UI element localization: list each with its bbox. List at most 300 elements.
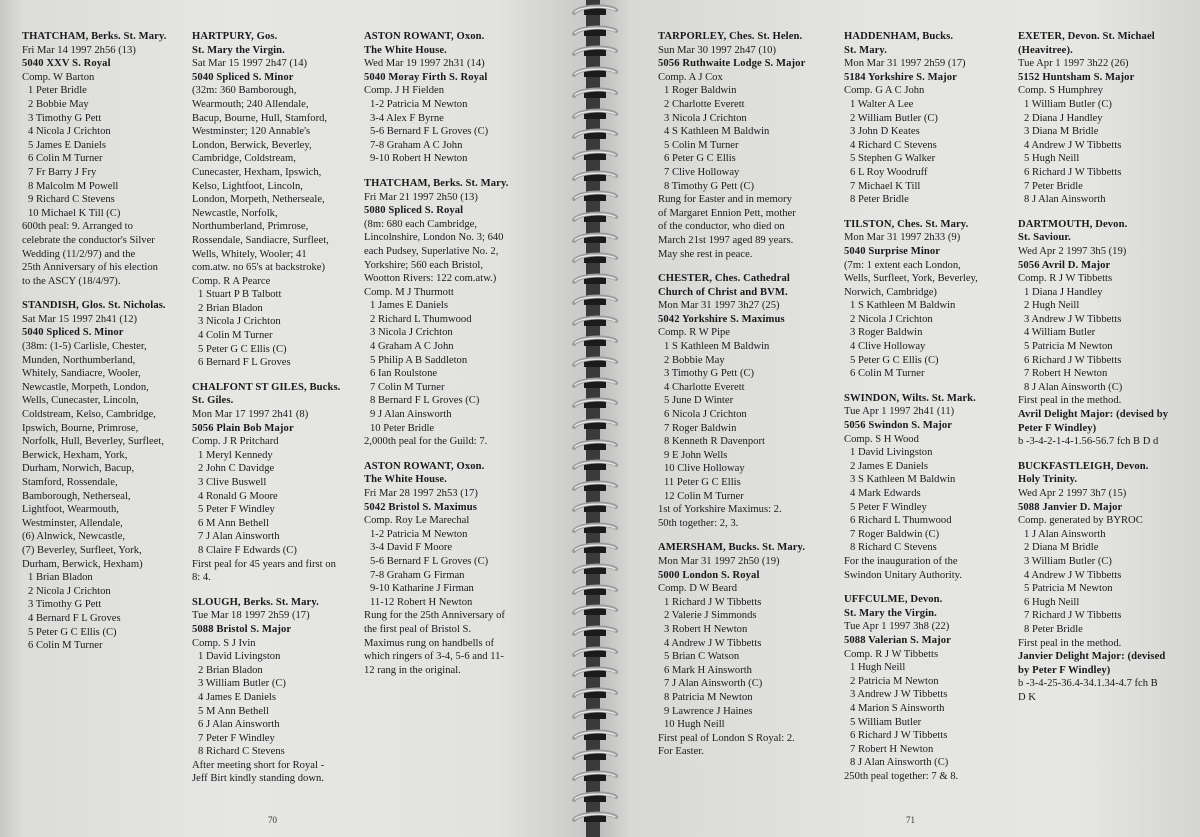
peal-entry	[22, 30, 192, 288]
ringer: 6 Nicola J Crichton	[664, 409, 747, 421]
peal-method: 5184 Yorkshire S. Major	[844, 71, 957, 83]
peal-entry	[658, 30, 838, 261]
peal-method: 5056 Avril D. Major	[1018, 259, 1111, 271]
ringer: 6 Ian Roulstone	[370, 368, 438, 380]
peal-date: Wed Mar 19 1997 2h31 (14)	[364, 58, 485, 70]
ringer: 1 Richard J W Tibbetts	[664, 596, 762, 608]
peal-location: The White House.	[364, 44, 447, 56]
ringer: 11 Peter G C Ellis	[664, 477, 741, 488]
method-details: Newcastle, Morpeth, London,	[22, 381, 149, 393]
peal-composer: Comp. M J Thurmott	[364, 286, 454, 298]
peal-entry	[658, 541, 838, 759]
method-details: Bamborough, Netherseal,	[22, 490, 131, 502]
ringer: 4 Richard C Stevens	[850, 139, 937, 151]
peal-entry	[658, 272, 838, 530]
ringer: 3 Clive Buswell	[198, 477, 267, 488]
peal-location: CHALFONT ST GILES, Bucks.	[192, 381, 341, 393]
ringer: 3 Nicola J Crichton	[198, 316, 281, 328]
page-number-left: 70	[268, 815, 277, 825]
ringer: 5 James E Daniels	[28, 139, 106, 151]
ringer: 4 Marion S Ainsworth	[850, 702, 945, 714]
method-details: Lincolnshire, London No. 3; 640	[364, 232, 504, 244]
peal-date: Sun Mar 30 1997 2h47 (10)	[658, 44, 776, 56]
peal-method: 5040 XXV S. Royal	[22, 58, 111, 70]
binding-ring	[570, 687, 620, 701]
method-details: Munden, Northumberland,	[22, 354, 136, 366]
ringer: 6 Richard J W Tibbetts	[1024, 166, 1122, 178]
peal-date: Mon Mar 17 1997 2h41 (8)	[192, 409, 309, 421]
ringer: 8 J Alan Ainsworth (C)	[850, 757, 949, 769]
peal-entry	[192, 381, 364, 585]
ringer: 7 Robert H Newton	[850, 743, 934, 755]
peal-location: AMERSHAM, Bucks. St. Mary.	[658, 542, 806, 554]
peal-entry	[22, 299, 192, 652]
ringer: 8 Patricia M Newton	[664, 691, 753, 703]
ringer: 5 Peter G C Ellis (C)	[28, 626, 117, 638]
binding-ring	[570, 335, 620, 349]
peal-composer: Comp. D W Beard	[658, 583, 738, 595]
peal-footnote: Jeff Birt kindly standing down.	[192, 773, 324, 785]
ringer: 3 William Butler (C)	[198, 678, 286, 690]
ringer: 2 James E Daniels	[850, 460, 928, 472]
ringer: 5 Peter F Windley	[198, 504, 275, 516]
peal-date: Mon Mar 31 1997 2h50 (19)	[658, 555, 780, 567]
method-details: (32m: 360 Bamborough,	[192, 85, 297, 97]
ringer: 10 Peter Bridle	[370, 422, 435, 434]
ringer: 8 Richard C Stevens	[850, 542, 937, 554]
method-details: each Pudsey, Superlative No. 2,	[364, 245, 499, 257]
peal-footnote: b -3-4-25-36.4-34.1.34-4.7 fch B	[1018, 678, 1158, 690]
ringer: 7 Roger Baldwin	[664, 422, 737, 434]
binding-ring	[570, 315, 620, 329]
peal-location: THATCHAM, Berks. St. Mary.	[364, 177, 509, 189]
peal-date: Sat Mar 15 1997 2h47 (14)	[192, 58, 308, 70]
peal-date: Sat Mar 15 1997 2h41 (12)	[22, 313, 138, 325]
ringer: 2 Nicola J Crichton	[850, 313, 933, 325]
peal-footnote: 1st of Yorkshire Maximus: 2.	[658, 504, 782, 516]
peal-location: ASTON ROWANT, Oxon.	[364, 460, 485, 472]
binding-ring	[570, 542, 620, 556]
method-details: Newcastle, Norfolk,	[192, 207, 278, 219]
peal-footnote: After meeting short for Royal -	[192, 759, 325, 771]
ringer: 4 Mark Edwards	[850, 488, 921, 499]
binding-ring	[570, 770, 620, 784]
ringer: 4 James E Daniels	[198, 691, 276, 703]
ringer: 6 Peter G C Ellis	[664, 153, 736, 165]
ringer: 1 Stuart P B Talbott	[198, 289, 282, 301]
ringer: 6 Richard J W Tibbetts	[850, 730, 948, 742]
binding-ring	[570, 87, 620, 101]
ringer: 1 David Livingston	[198, 651, 281, 663]
ringer: 9 Lawrence J Haines	[664, 705, 753, 717]
binding-ring	[570, 811, 620, 825]
ringer: 1 Hugh Neill	[850, 662, 906, 674]
peal-footnote-method: by Peter F Windley)	[1018, 664, 1111, 676]
peal-location: EXETER, Devon. St. Michael	[1018, 31, 1155, 42]
spiral-binding	[566, 0, 624, 837]
ringer: 11-12 Robert H Newton	[370, 596, 473, 608]
ringer: 1 Meryl Kennedy	[198, 449, 273, 461]
method-details: Durham, Berwick, Hexham)	[22, 558, 143, 570]
peal-composer: Comp. S Humphrey	[1018, 85, 1104, 97]
ringer: 1 J Alan Ainsworth	[1024, 528, 1106, 540]
peal-footnote: 12 rang in the original.	[364, 664, 461, 676]
peal-entry	[1018, 30, 1198, 207]
left-column-3	[364, 30, 549, 688]
ringer: 5 Stephen G Walker	[850, 153, 936, 165]
ringer: 8 Bernard F L Groves (C)	[370, 395, 480, 407]
binding-ring	[570, 791, 620, 805]
ringer: 1 Walter A Lee	[850, 98, 914, 110]
peal-footnote: 250th peal together: 7 & 8.	[844, 770, 959, 782]
ringer: 9 Richard C Stevens	[28, 194, 115, 206]
ringer: 8 Malcolm M Powell	[28, 180, 119, 192]
method-details: Coldstream, Kelso, Cambridge,	[22, 409, 156, 421]
peal-entry	[364, 177, 549, 449]
binding-ring	[570, 45, 620, 59]
ringer: 7 Colin M Turner	[370, 381, 445, 393]
peal-entry	[844, 593, 1016, 783]
peal-footnote: First peal in the method.	[1018, 637, 1122, 649]
method-details: Kelso, Lightfoot, Lincoln,	[192, 180, 303, 192]
peal-footnote: First peal of London S Royal: 2.	[658, 732, 795, 744]
ringer: 2 Diana M Bridle	[1024, 542, 1099, 554]
method-details: Stamford, Rossendale,	[22, 477, 118, 488]
peal-date: Fri Mar 28 1997 2h53 (17)	[364, 488, 478, 499]
peal-footnote: Swindon Unitary Authority.	[844, 569, 962, 581]
ringer: 5 Peter G C Ellis (C)	[850, 354, 939, 366]
ringer: 8 Timothy G Pett (C)	[664, 180, 755, 192]
peal-location: SLOUGH, Berks. St. Mary.	[192, 596, 319, 608]
peal-location: St. Giles.	[192, 395, 234, 407]
binding-ring	[570, 708, 620, 722]
peal-footnote-method: Janvier Delight Major: (devised	[1018, 651, 1166, 663]
binding-ring	[570, 459, 620, 473]
peal-footnote: 8: 4.	[192, 572, 211, 584]
ringer: 4 Nicola J Crichton	[28, 126, 111, 138]
page-number-right: 71	[906, 815, 915, 825]
binding-ring	[570, 418, 620, 432]
binding-ring	[570, 252, 620, 266]
method-details: Wearmouth; 240 Allendale,	[192, 98, 309, 110]
binding-ring	[570, 128, 620, 142]
peal-location: (Heavitree).	[1018, 44, 1073, 56]
peal-composer: Comp. G A C John	[844, 85, 925, 97]
ringer: 7 Roger Baldwin (C)	[850, 528, 940, 540]
ringer: 3 Roger Baldwin	[850, 327, 923, 339]
method-details: Rossendale, Sandiacre, Surfleet,	[192, 234, 329, 246]
peal-footnote: of Margaret Ennion Pett, mother	[658, 207, 796, 219]
right-column-3	[1018, 30, 1198, 716]
ringer: 5 Hugh Neill	[1024, 153, 1080, 165]
ringer: 8 Richard C Stevens	[198, 746, 285, 758]
binding-ring	[570, 584, 620, 598]
ringer: 7 Robert H Newton	[1024, 368, 1108, 380]
ringer: 6 M Ann Bethell	[198, 517, 269, 529]
ringer: 1 S Kathleen M Baldwin	[850, 300, 956, 312]
peal-date: Mon Mar 31 1997 3h27 (25)	[658, 300, 780, 312]
peal-footnote: 600th peal: 9. Arranged to	[22, 221, 133, 233]
peal-footnote: b -3-4-2-1-4-1.56-56.7 fch B D d	[1018, 436, 1159, 448]
peal-composer: Comp. generated by BYROC	[1018, 515, 1143, 527]
method-details: Westminster, Allendale,	[22, 517, 123, 529]
right-page	[600, 0, 1200, 837]
ringer: 3 Andrew J W Tibbetts	[1024, 313, 1122, 325]
method-details: (7) Beverley, Surfleet, York,	[22, 544, 142, 556]
ringer: 6 Colin M Turner	[28, 153, 103, 165]
peal-location: DARTMOUTH, Devon.	[1018, 218, 1128, 230]
ringer: 5 Philip A B Saddleton	[370, 354, 468, 366]
ringer: 3 William Butler (C)	[1024, 555, 1112, 567]
peal-location: SWINDON, Wilts. St. Mark.	[844, 392, 976, 404]
method-details: Wells, Surfleet, York, Beverley,	[844, 273, 978, 285]
ringer: 7 Richard J W Tibbetts	[1024, 610, 1122, 622]
ringer: 2 Brian Bladon	[198, 664, 263, 676]
ringer: 1 Brian Bladon	[28, 572, 93, 584]
ringer: 6 Colin M Turner	[850, 368, 925, 380]
binding-ring	[570, 25, 620, 39]
ringer: 7-8 Graham G Firman	[370, 569, 465, 581]
peal-footnote: For Easter.	[658, 746, 704, 758]
binding-ring	[570, 666, 620, 680]
peal-date: Tue Mar 18 1997 2h59 (17)	[192, 610, 310, 622]
binding-ring	[570, 397, 620, 411]
left-column-2	[192, 30, 364, 797]
peal-entry	[844, 218, 1016, 381]
ringer: 7 Peter F Windley	[198, 732, 275, 744]
method-details: London, Berwick, Beverley,	[192, 139, 312, 151]
left-page	[0, 0, 586, 837]
ringer: 4 Colin M Turner	[198, 330, 273, 342]
ringer: 5 Patricia M Newton	[1024, 341, 1113, 353]
peal-date: Tue Apr 1 1997 3h8 (22)	[844, 621, 950, 633]
peal-date: Tue Apr 1 1997 2h41 (11)	[844, 406, 955, 418]
ringer: 3-4 Alex F Byrne	[370, 112, 444, 124]
peal-location: HADDENHAM, Bucks.	[844, 31, 954, 42]
ringer: 1 Diana J Handley	[1024, 286, 1103, 298]
peal-entry	[192, 30, 364, 370]
peal-composer: Comp. R J W Tibbetts	[1018, 273, 1113, 285]
ringer: 1 Peter Bridle	[28, 85, 87, 97]
binding-ring	[570, 625, 620, 639]
left-column-1	[22, 30, 192, 664]
binding-ring	[570, 439, 620, 453]
method-details: Cunecaster, Hexham, Ipswich,	[192, 166, 322, 178]
ringer: 9 J Alan Ainsworth	[370, 409, 452, 421]
method-details: Norfolk, Hull, Beverley, Surfleet,	[22, 436, 164, 448]
ringer: 5 Peter G C Ellis (C)	[198, 343, 287, 355]
peal-entry	[192, 596, 364, 786]
peal-composer: Comp. S H Wood	[844, 433, 919, 445]
peal-entry	[364, 30, 549, 166]
ringer: 2 Patricia M Newton	[850, 675, 939, 687]
peal-composer: Comp. R W Pipe	[658, 327, 731, 339]
peal-date: Fri Mar 14 1997 2h56 (13)	[22, 44, 136, 56]
peal-footnote: First peal in the method.	[1018, 395, 1122, 407]
peal-location: Holy Trinity.	[1018, 474, 1078, 486]
ringer: 5-6 Bernard F L Groves (C)	[370, 126, 489, 138]
peal-footnote: 25th Anniversary of his election	[22, 262, 158, 274]
peal-footnote: May she rest in peace.	[658, 248, 753, 260]
peal-footnote: the first peal of Bristol S.	[364, 623, 472, 635]
ringer: 2 William Butler (C)	[850, 112, 938, 124]
peal-composer: Comp. W Barton	[22, 71, 95, 83]
ringer: 7 Fr Barry J Fry	[28, 166, 97, 178]
peal-footnote: to the ASCY (18/4/97).	[22, 275, 121, 287]
method-details: Ipswich, Bourne, Primrose,	[22, 422, 139, 434]
method-details: Westminster; 120 Annable's	[192, 126, 311, 138]
ringer: 3 Timothy G Pett	[28, 112, 102, 124]
method-details: Norwich, Cambridge)	[844, 286, 937, 298]
binding-ring	[570, 170, 620, 184]
peal-entry	[1018, 460, 1198, 705]
ringer: 4 Graham A C John	[370, 341, 454, 353]
peal-composer: Comp. Roy Le Marechal	[364, 515, 470, 527]
binding-ring	[570, 604, 620, 618]
peal-footnote-method: Avril Delight Major: (devised by	[1018, 409, 1169, 421]
peal-date: Mon Mar 31 1997 2h59 (17)	[844, 58, 966, 70]
peal-footnote: For the inauguration of the	[844, 555, 958, 567]
peal-footnote: First peal for 45 years and first on	[192, 558, 336, 570]
ringer: 10 Clive Holloway	[664, 463, 745, 475]
ringer: 8 Kenneth R Davenport	[664, 436, 765, 448]
ringer: 6 Richard J W Tibbetts	[1024, 354, 1122, 366]
peal-footnote: which ringers of 3-4, 5-6 and 11-	[364, 651, 504, 663]
method-details: Wells, Whitely, Wooler; 41	[192, 248, 307, 260]
ringer: 1-2 Patricia M Newton	[370, 98, 468, 110]
binding-ring	[570, 356, 620, 370]
peal-date: Wed Apr 2 1997 3h5 (19)	[1018, 245, 1127, 257]
peal-location: TILSTON, Ches. St. Mary.	[844, 218, 969, 230]
peal-method: 5088 Bristol S. Major	[192, 623, 292, 635]
ringer: 4 Ronald G Moore	[198, 490, 278, 502]
peal-footnote: 2,000th peal for the Guild: 7.	[364, 436, 488, 448]
binding-ring	[570, 563, 620, 577]
binding-ring	[570, 66, 620, 80]
ringer: 3 Andrew J W Tibbetts	[850, 689, 948, 701]
method-details: Whitely, Sandiacre, Wooler,	[22, 368, 141, 380]
peal-method: 5042 Bristol S. Maximus	[364, 501, 477, 513]
peal-composer: Comp. R A Pearce	[192, 275, 271, 287]
peal-footnote: 50th together: 2, 3.	[658, 517, 739, 529]
ringer: 4 Andrew J W Tibbetts	[664, 637, 762, 649]
peal-footnote: March 21st 1997 aged 89 years.	[658, 234, 794, 246]
binding-ring	[570, 646, 620, 660]
peal-footnote: Rung for the 25th Anniversary of	[364, 610, 505, 622]
peal-location: CHESTER, Ches. Cathedral	[658, 273, 790, 285]
peal-method: 5056 Plain Bob Major	[192, 422, 294, 434]
ringer: 9-10 Robert H Newton	[370, 153, 468, 165]
ringer: 1 William Butler (C)	[1024, 98, 1112, 110]
ringer: 10 Michael K Till (C)	[28, 207, 121, 219]
peal-method: 5056 Swindon S. Major	[844, 420, 953, 432]
ringer: 8 Peter Bridle	[1024, 623, 1083, 635]
peal-composer: Comp. J H Fielden	[364, 85, 445, 97]
ringer: 4 Bernard F L Groves	[28, 612, 121, 624]
peal-date: Mon Mar 31 1997 2h33 (9)	[844, 232, 961, 244]
peal-location: The White House.	[364, 474, 447, 486]
ringer: 6 Colin M Turner	[28, 640, 103, 652]
peal-footnote: Rung for Easter and in memory	[658, 194, 792, 206]
peal-composer: Comp. J R Pritchard	[192, 436, 279, 448]
method-details: Durham, Norwich, Bacup,	[22, 463, 135, 475]
binding-ring	[570, 273, 620, 287]
ringer: 3 Timothy G Pett	[28, 599, 102, 611]
peal-location: St. Mary the Virgin.	[192, 44, 285, 56]
ringer: 2 Richard L Thumwood	[370, 313, 472, 325]
method-details: London, Morpeth, Netherseale,	[192, 194, 325, 206]
peal-method: 5080 Spliced S. Royal	[364, 205, 464, 217]
ringer: 2 Charlotte Everett	[664, 98, 745, 110]
ringer: 3 Timothy G Pett (C)	[664, 368, 755, 380]
binding-ring	[570, 232, 620, 246]
ringer: 7 J Alan Ainsworth (C)	[664, 678, 763, 690]
ringer: 9 E John Wells	[664, 449, 728, 461]
peal-location: St. Saviour.	[1018, 232, 1071, 244]
binding-ring	[570, 501, 620, 515]
peal-method: 5056 Ruthwaite Lodge S. Major	[658, 58, 806, 70]
ringer: 4 Andrew J W Tibbetts	[1024, 139, 1122, 151]
peal-method: 5088 Valerian S. Major	[844, 634, 951, 646]
ringer: 4 Clive Holloway	[850, 341, 926, 353]
peal-date: Fri Mar 21 1997 2h50 (13)	[364, 191, 478, 203]
peal-entry	[844, 392, 1016, 582]
ringer: 3 S Kathleen M Baldwin	[850, 474, 956, 486]
ringer: 3 Diana M Bridle	[1024, 126, 1099, 138]
method-details: Lightfoot, Wearmouth,	[22, 504, 119, 516]
ringer: 6 L Roy Woodruff	[850, 166, 928, 178]
peal-method: 5040 Spliced S. Minor	[22, 327, 124, 339]
ringer: 7-8 Graham A C John	[370, 139, 463, 151]
method-details: (38m: (1-5) Carlisle, Chester,	[22, 341, 147, 353]
peal-location: HARTPURY, Gos.	[192, 31, 278, 42]
peal-footnote: Maximus rung on handbells of	[364, 637, 495, 649]
ringer: 8 J Alan Ainsworth (C)	[1024, 381, 1123, 393]
peal-location: STANDISH, Glos. St. Nicholas.	[22, 300, 166, 312]
binding-ring	[570, 749, 620, 763]
peal-entry	[1018, 218, 1198, 449]
peal-date: Tue Apr 1 1997 3h22 (26)	[1018, 58, 1129, 70]
ringer: 5 Peter F Windley	[850, 501, 927, 513]
binding-ring	[570, 108, 620, 122]
binding-ring	[570, 377, 620, 391]
ringer: 7 Clive Holloway	[664, 166, 740, 178]
ringer: 7 J Alan Ainsworth	[198, 531, 280, 543]
ringer: 2 Hugh Neill	[1024, 300, 1080, 312]
peal-composer: Comp. A J Cox	[658, 71, 723, 83]
ringer: 1 S Kathleen M Baldwin	[664, 341, 770, 353]
ringer: 4 Andrew J W Tibbetts	[1024, 569, 1122, 581]
ringer: 7 Peter Bridle	[1024, 180, 1083, 192]
ringer: 2 Valerie J Simmonds	[664, 610, 757, 622]
binding-ring	[570, 149, 620, 163]
ringer: 6 Hugh Neill	[1024, 596, 1080, 608]
peal-method: 5040 Moray Firth S. Royal	[364, 71, 488, 83]
method-details: Northumberland, Primrose,	[192, 221, 309, 233]
ringer: 2 Bobbie May	[28, 98, 89, 110]
peal-entry	[364, 460, 549, 678]
binding-ring	[570, 522, 620, 536]
peal-method: 5040 Spliced S. Minor	[192, 71, 294, 83]
ringer: 8 Claire F Edwards (C)	[198, 544, 297, 556]
method-details: Yorkshire; 560 each Bristol,	[364, 259, 483, 271]
peal-method: 5152 Huntsham S. Major	[1018, 71, 1135, 83]
peal-composer: Comp. R J W Tibbetts	[844, 648, 939, 660]
ringer: 2 Brian Bladon	[198, 302, 263, 314]
ringer: 4 S Kathleen M Baldwin	[664, 126, 770, 138]
ringer: 6 J Alan Ainsworth	[198, 719, 280, 731]
peal-method: 5040 Surprise Minor	[844, 245, 941, 257]
